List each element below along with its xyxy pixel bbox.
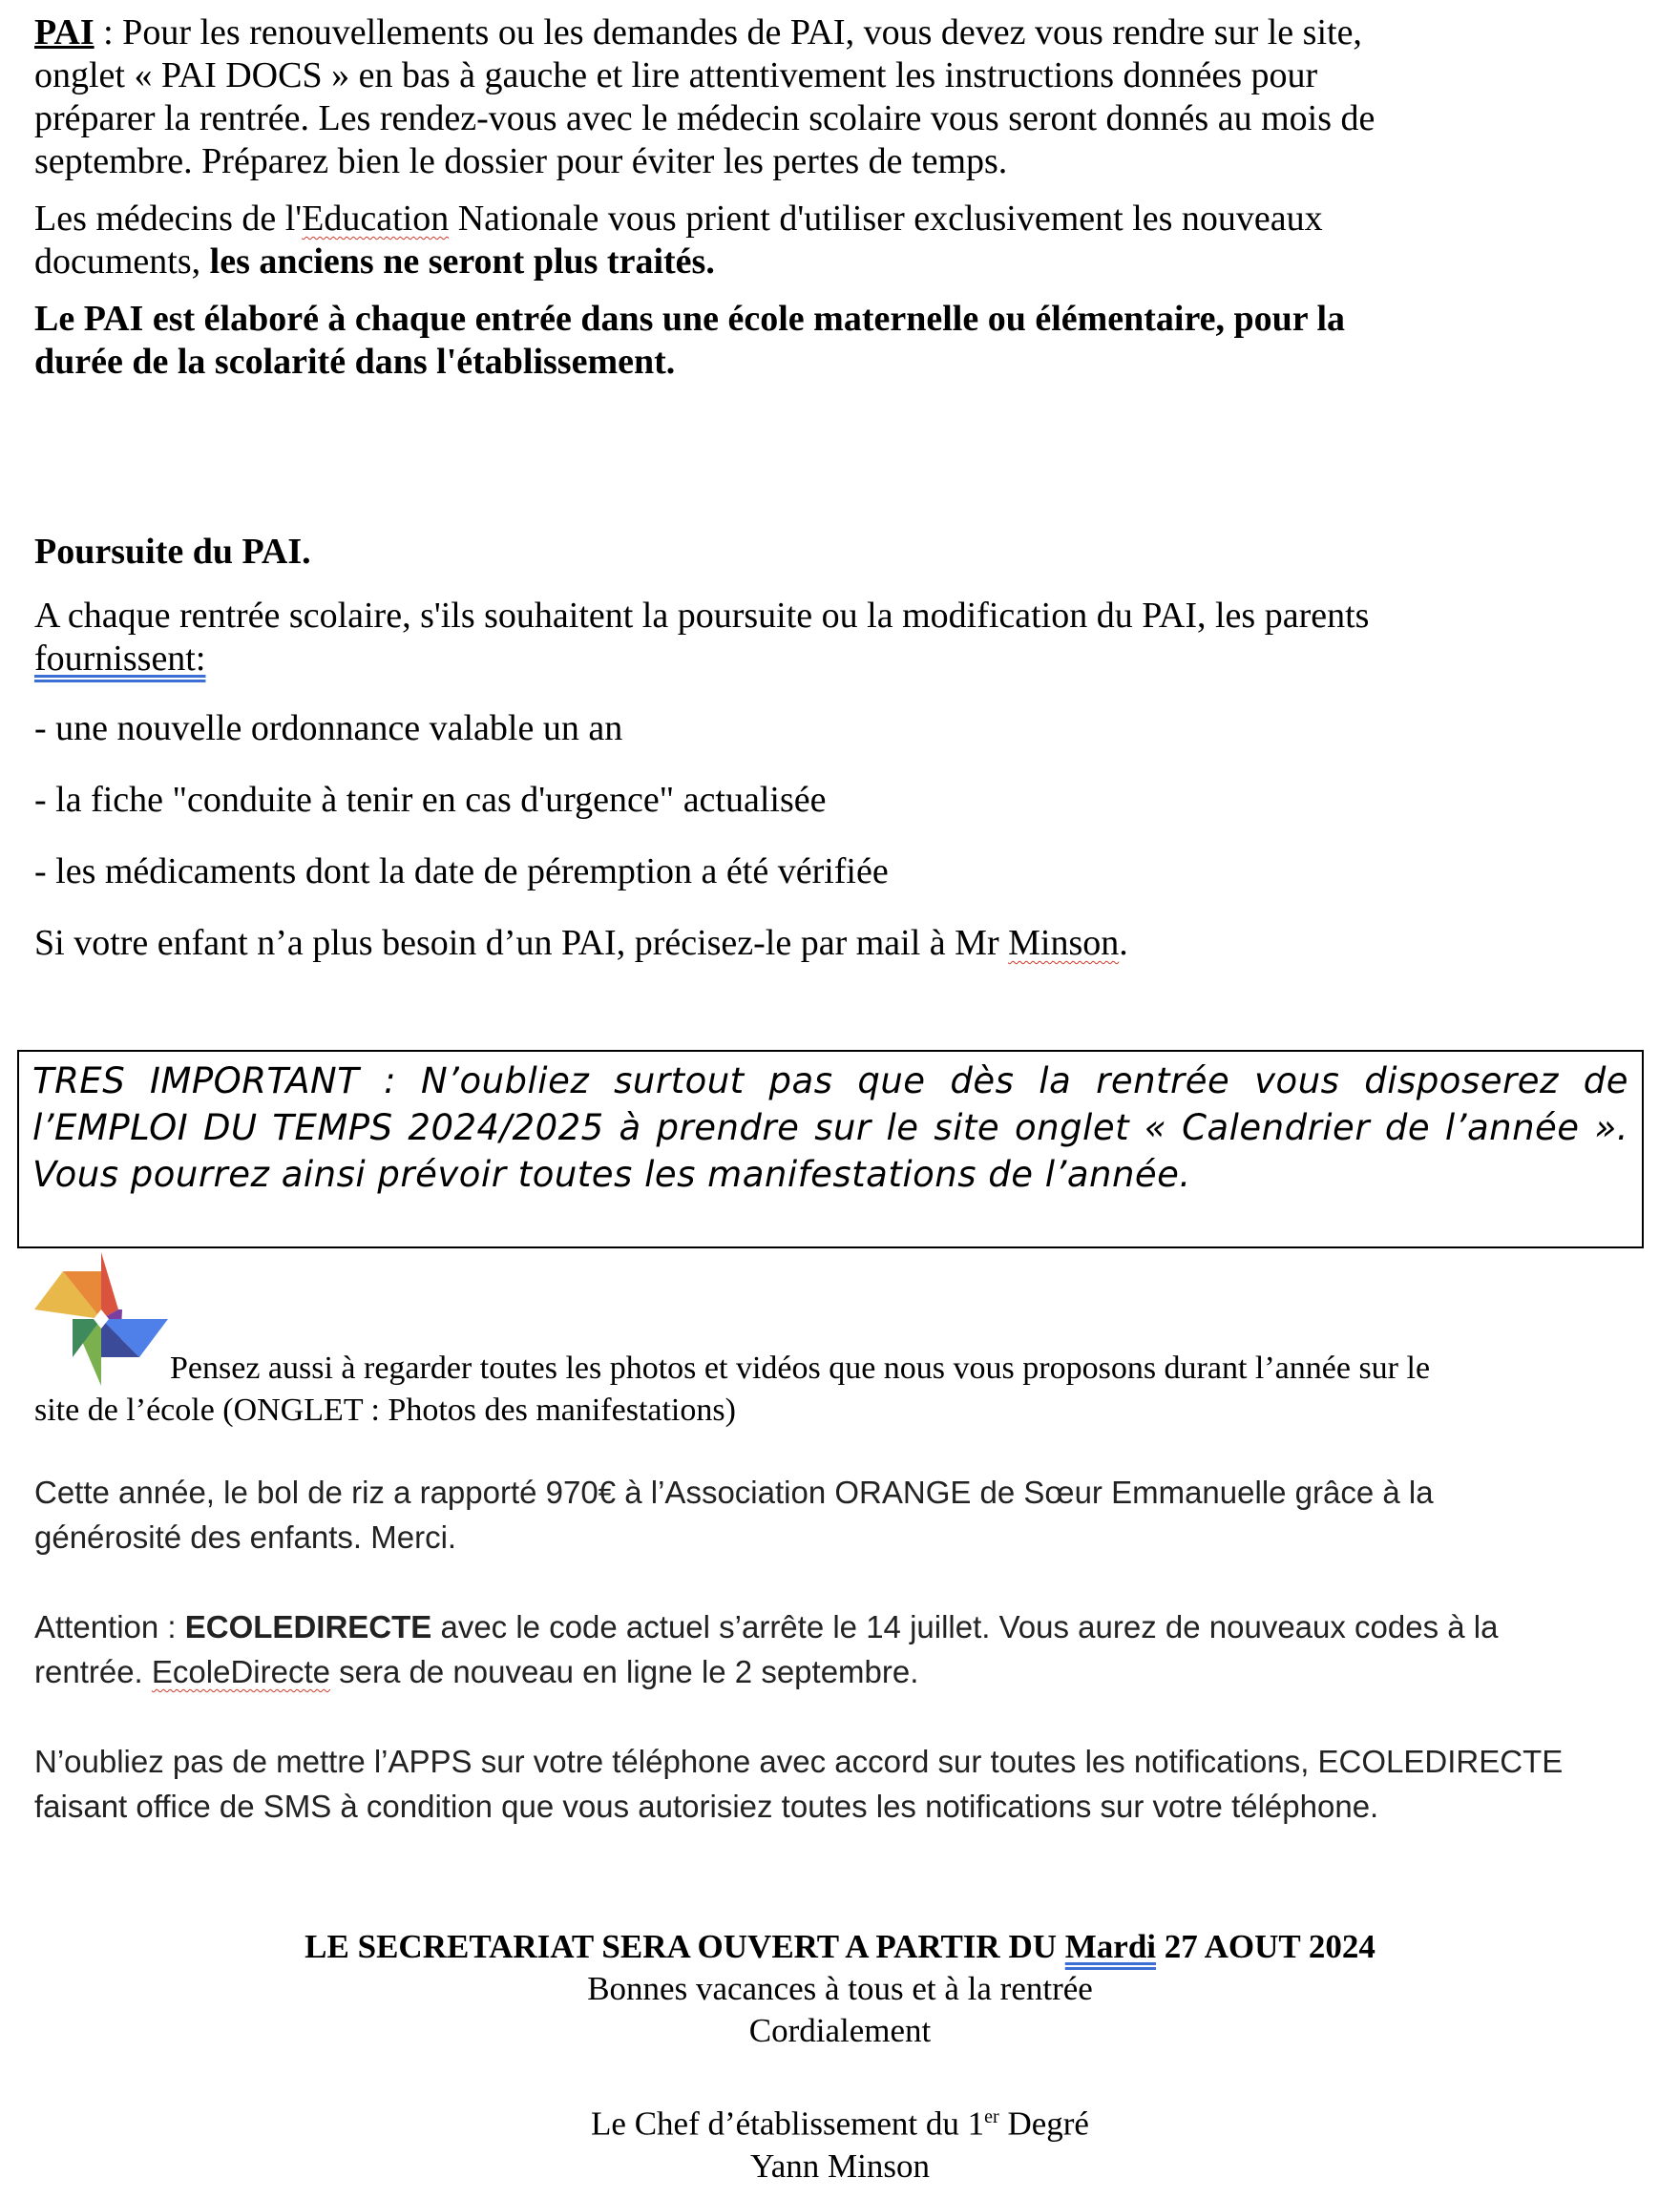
important-notice-box bbox=[17, 1050, 1644, 1248]
pai-section bbox=[34, 11, 1657, 384]
text-run: durée de la scolarité dans l'établissement. bbox=[34, 342, 676, 382]
text-run: Attention : bbox=[34, 1609, 185, 1644]
bol-de-riz-paragraph bbox=[34, 1470, 1667, 1560]
text-run: documents, bbox=[34, 241, 210, 282]
medecins-paragraph bbox=[34, 198, 1657, 283]
signature-title bbox=[0, 2096, 1680, 2146]
text-run: Le Chef d’établissement du 1 bbox=[591, 2105, 985, 2143]
photos-paragraph bbox=[34, 1348, 1657, 1432]
text-run: rentrée. bbox=[34, 1654, 152, 1689]
announcements-section bbox=[34, 1470, 1667, 1829]
text-run: Le PAI est élaboré à chaque entrée dans une école maternelle ou élémentaire, pour la bbox=[34, 299, 1346, 339]
pai-line: préparer la rentrée. Les rendez-vous avec le médecin scolaire vous seront donnés au mois de bbox=[34, 98, 1376, 138]
text-run: sera de nouveau en ligne le 2 septembre. bbox=[329, 1654, 919, 1689]
text-run: . bbox=[1119, 923, 1128, 963]
secretariat-notice bbox=[0, 1926, 1680, 1968]
ecoledirecte-bold: ECOLEDIRECTE bbox=[184, 1609, 432, 1644]
pai-paragraph bbox=[34, 11, 1657, 183]
text-run: LE SECRETARIAT SERA OUVERT A PARTIR DU bbox=[304, 1928, 1065, 1965]
text-run: Si votre enfant n’a plus besoin d’un PAI, précisez-le par mail à Mr bbox=[34, 923, 1009, 963]
text-run: Degré bbox=[998, 2105, 1089, 2143]
text-run: site de l’école (ONGLET : Photos des manifestations) bbox=[34, 1393, 736, 1428]
poursuite-intro bbox=[34, 595, 1657, 681]
poursuite-section bbox=[34, 531, 1657, 965]
poursuite-closing bbox=[34, 922, 1657, 965]
superscript: er bbox=[984, 2106, 999, 2127]
apps-paragraph bbox=[34, 1739, 1667, 1829]
bold-warning: les anciens ne seront plus traités. bbox=[209, 241, 715, 282]
greeting: Bonnes vacances à tous et à la rentrée bbox=[587, 1970, 1093, 2007]
list-item: - la fiche "conduite à tenir en cas d'urgence" actualisée bbox=[34, 780, 827, 820]
text-run: avec le code actuel s’arrête le 14 juillet. Vous aurez de nouveaux codes à la bbox=[431, 1609, 1499, 1644]
text-run: N’oubliez pas de mettre l’APPS sur votre téléphone avec accord sur toutes les notifications, ECOLEDIRECTE bbox=[34, 1744, 1564, 1779]
signature-name: Yann Minson bbox=[749, 2147, 931, 2185]
pai-line: onglet « PAI DOCS » en bas à gauche et lire attentivement les instructions données pour bbox=[34, 55, 1318, 95]
text-run: Nationale vous prient d'utiliser exclusivement les nouveaux bbox=[449, 199, 1323, 239]
text-run: générosité des enfants. Merci. bbox=[34, 1519, 457, 1555]
closing: Cordialement bbox=[748, 2012, 932, 2049]
spellcheck-flagged-word[interactable]: EcoleDirecte bbox=[151, 1654, 330, 1689]
list-item: - une nouvelle ordonnance valable un an bbox=[34, 708, 623, 748]
list-item: - les médicaments dont la date de péremption a été vérifiée bbox=[34, 851, 889, 891]
text-run: faisant office de SMS à condition que vous autorisiez toutes les notifications sur votre téléphone. bbox=[34, 1789, 1379, 1824]
footer bbox=[0, 1926, 1680, 2188]
poursuite-heading: Poursuite du PAI. bbox=[34, 532, 311, 572]
important-notice-text: TRES IMPORTANT : N’oubliez surtout pas que dès la rentrée vous disposerez de l’EMPLOI DU TEMPS 2024/2025 à prendre sur le site onglet « Calendrier de l’année ». Vous pourrez ainsi prévoir toutes les manifestations de l’année. bbox=[32, 1060, 1628, 1195]
grammar-flagged-word[interactable]: fournissent: bbox=[34, 639, 206, 679]
pai-line: septembre. Préparez bien le dossier pour éviter les pertes de temps. bbox=[34, 141, 1008, 181]
elabore-paragraph bbox=[34, 298, 1657, 384]
text-run: 27 AOUT 2024 bbox=[1156, 1928, 1376, 1965]
text-run: Pensez aussi à regarder toutes les photos et vidéos que nous vous proposons durant l’année sur le bbox=[170, 1351, 1431, 1386]
spellcheck-flagged-word[interactable]: Education bbox=[302, 199, 450, 239]
pai-label: PAI bbox=[34, 12, 94, 52]
grammar-flagged-word[interactable]: Mardi bbox=[1064, 1928, 1157, 1965]
pai-intro-text: : Pour les renouvellements ou les demandes de PAI, vous devez vous rendre sur le site, bbox=[94, 12, 1362, 52]
text-run: A chaque rentrée scolaire, s'ils souhaitent la poursuite ou la modification du PAI, les parents bbox=[34, 596, 1370, 636]
text-run: Cette année, le bol de riz a rapporté 970€ à l’Association ORANGE de Sœur Emmanuelle grâce à la bbox=[34, 1475, 1434, 1510]
attention-paragraph bbox=[34, 1604, 1667, 1694]
text-run: Les médecins de l' bbox=[34, 199, 303, 239]
spellcheck-flagged-word[interactable]: Minson bbox=[1008, 923, 1120, 963]
